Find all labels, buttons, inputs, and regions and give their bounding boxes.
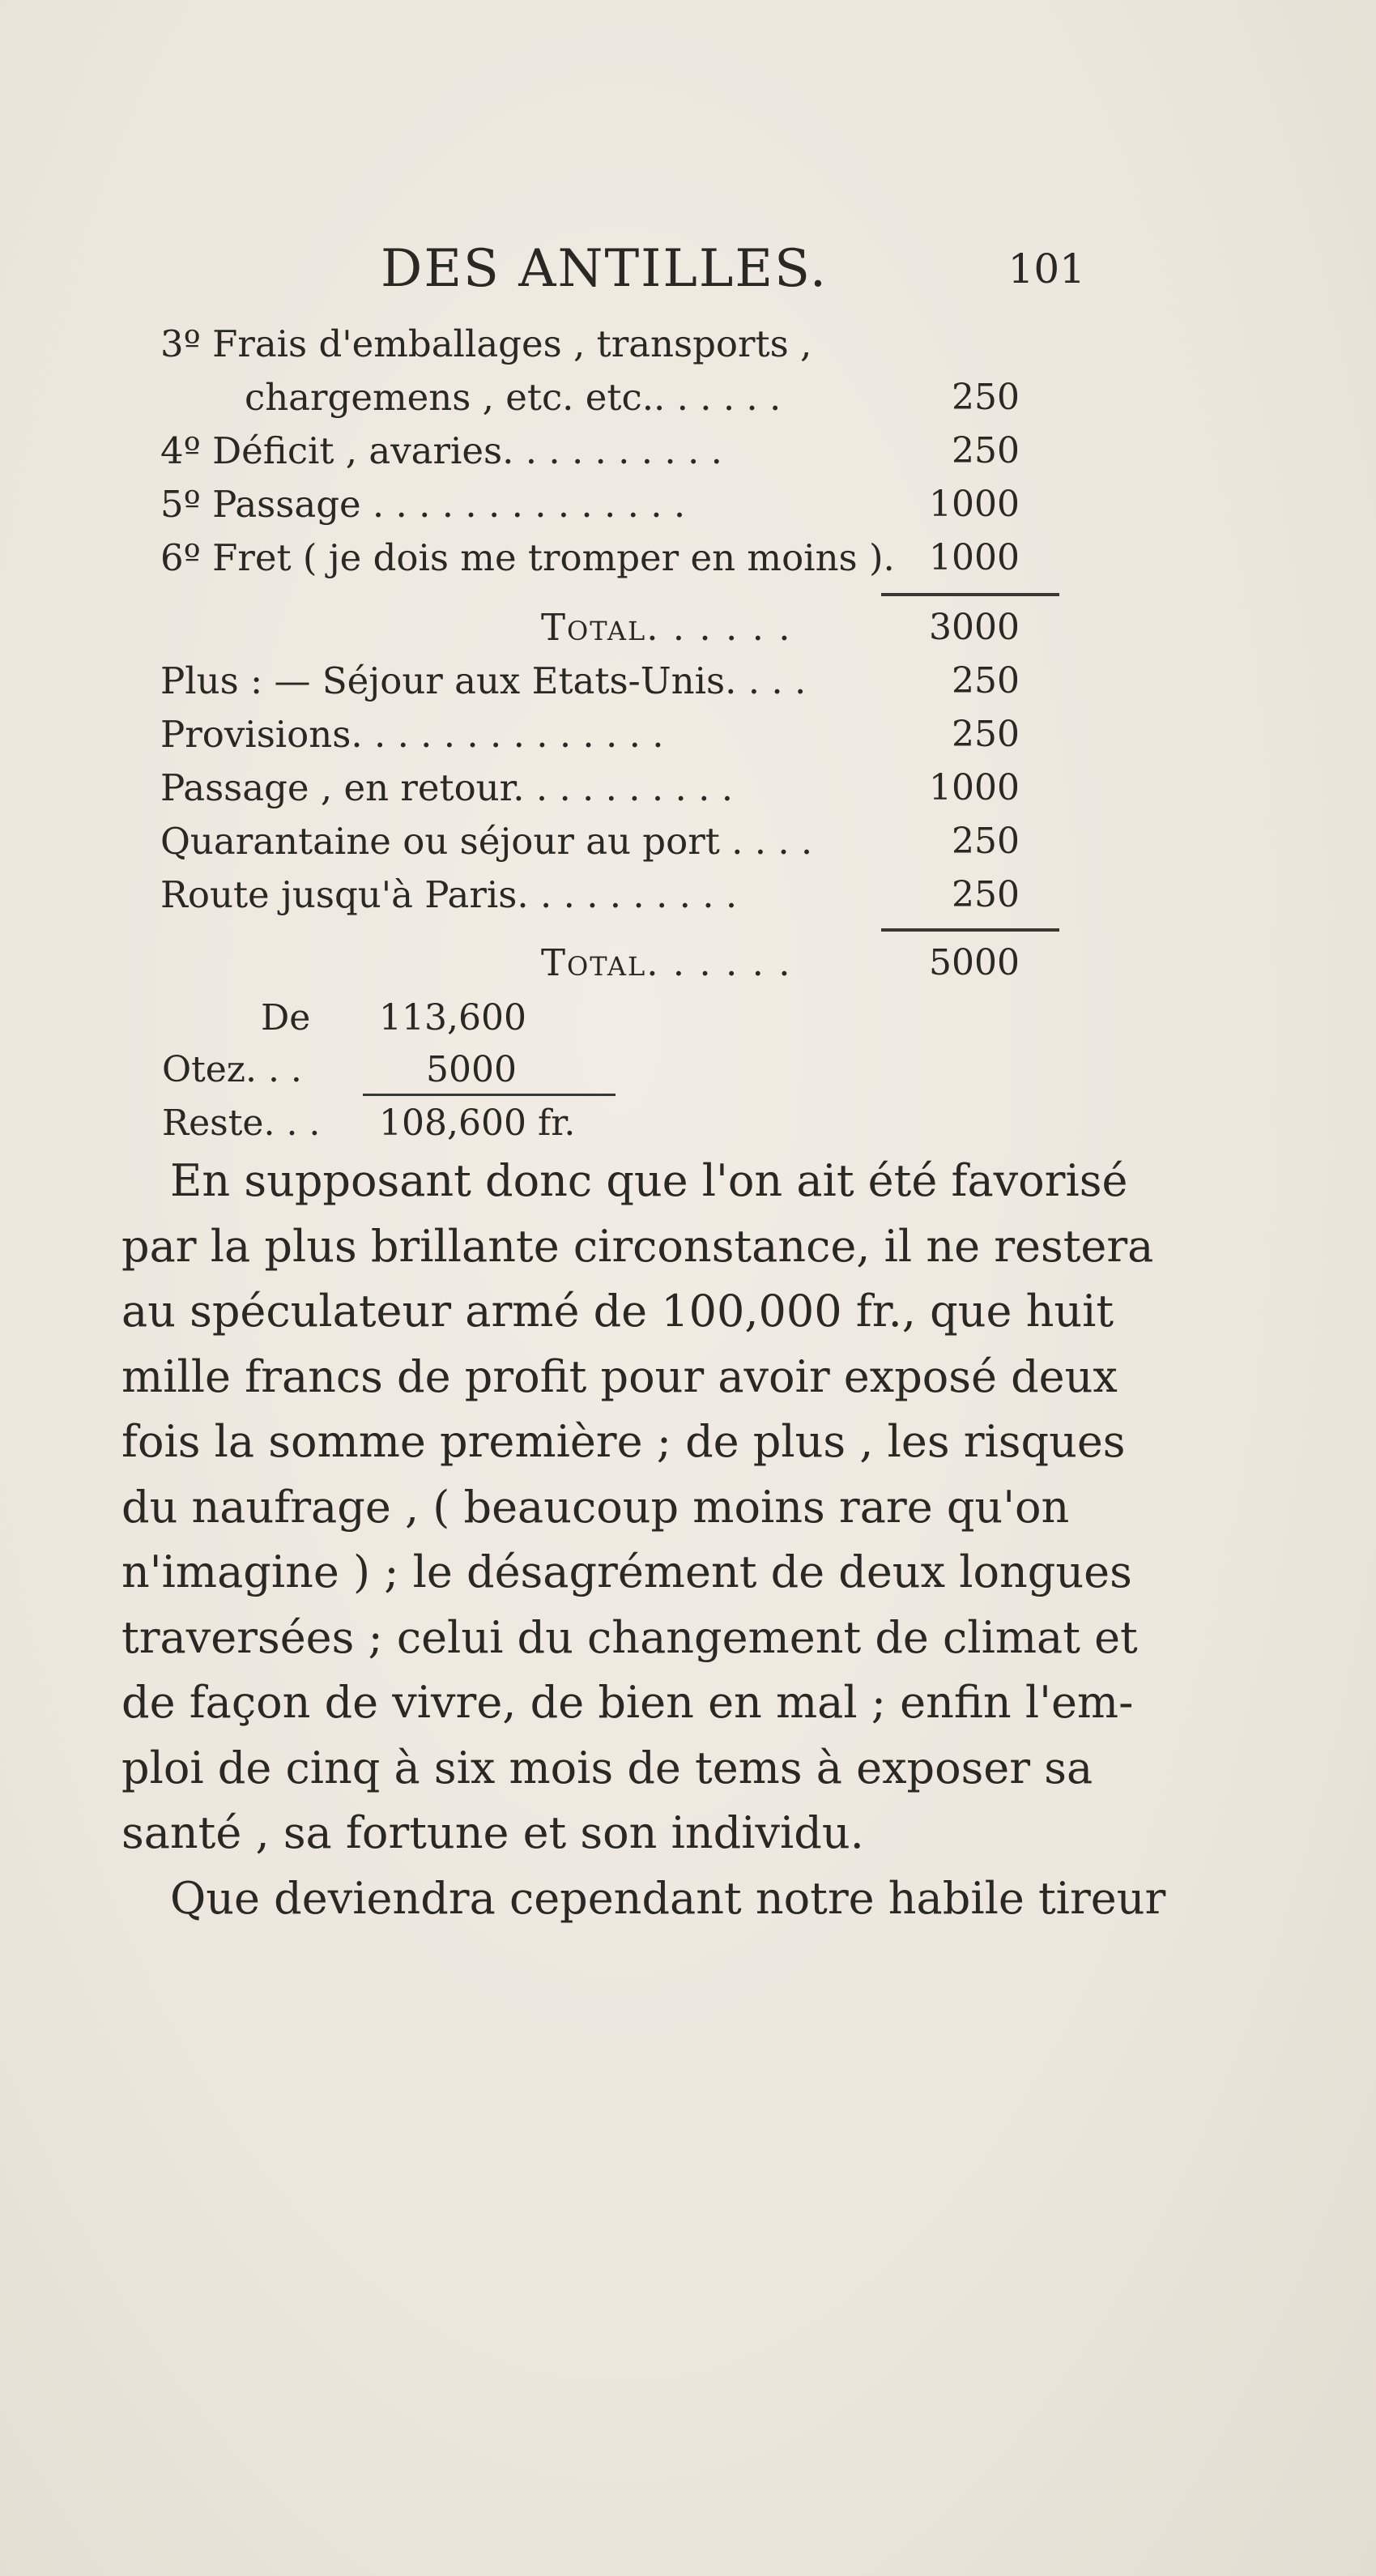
expense-amount: 250 [952,660,1020,702]
subtraction-from-row [162,993,648,1043]
expense-row [0,815,1376,868]
expense-amount: 250 [952,714,1020,755]
paragraph-line: mille francs de profit pour avoir exposé deux [121,1350,1118,1402]
total-label: Total. . . . . . [541,941,792,984]
running-head-title: DES ANTILLES. [381,239,829,299]
expense-label: Quarantaine ou séjour au port . . . . [160,820,813,863]
rest-value: 108,600 fr. [379,1102,576,1144]
rest-label: Reste. . . [162,1102,321,1144]
expense-label: 4º Déficit , avaries. . . . . . . . . . [160,429,722,472]
paragraph-line: de façon de vivre, de bien en mal ; enfin l'em- [121,1677,1134,1728]
expense-label: Provisions. . . . . . . . . . . . . . [160,713,664,756]
expense-amount: 250 [952,874,1020,915]
expense-amount: 250 [952,377,1020,418]
paragraph-line: santé , sa fortune et son individu. [121,1807,864,1858]
total-rule [881,593,1059,596]
from-label: De [261,997,311,1039]
running-head [381,237,1085,301]
expense-label: Plus : — Séjour aux Etats-Unis. . . . [160,659,807,702]
paragraph-line: au spéculateur armé de 100,000 fr., que huit [121,1286,1114,1337]
total-rule [881,928,1059,932]
body-text [121,1149,1166,1931]
expense-label: chargemens , etc. etc.. . . . . . [245,376,782,419]
expense-row [0,478,1376,531]
minus-label: Otez. . . [162,1049,302,1090]
paragraph-line: traversées ; celui du changement de climat et [121,1611,1138,1663]
expense-amount: 1000 [929,767,1020,808]
subtraction-rest-row [162,1098,648,1149]
expense-label: 6º Fret ( je dois me tromper en moins ). [160,536,895,579]
paragraph-line: fois la somme première ; de plus , les risques [121,1416,1126,1467]
expense-amount: 1000 [929,537,1020,578]
expense-row [0,655,1376,708]
expense-label: 3º Frais d'emballages , transports , [160,322,812,365]
expense-row [0,371,1376,424]
total-label: Total. . . . . . [541,606,792,649]
expense-row [0,318,1376,371]
total-row [0,601,1376,655]
expense-label: Route jusqu'à Paris. . . . . . . . . . [160,873,738,916]
expense-row [0,424,1376,478]
minus-value: 5000 [426,1049,517,1090]
subtraction-rule [363,1094,616,1096]
expense-row [0,868,1376,922]
from-value: 113,600 [379,997,526,1039]
expense-row [0,761,1376,815]
paragraph-line: En supposant donc que l'on ait été favorisé [170,1155,1128,1206]
total-row [0,936,1376,990]
paragraph-line: n'imagine ) ; le désagrément de deux longues [121,1546,1132,1597]
page-number: 101 [1008,245,1085,292]
total-amount: 5000 [929,942,1020,983]
expense-amount: 1000 [929,484,1020,525]
expense-amount: 250 [952,430,1020,471]
paragraph-line: par la plus brillante circonstance, il ne restera [121,1220,1154,1272]
expense-label: Passage , en retour. . . . . . . . . . [160,766,734,809]
expense-label: 5º Passage . . . . . . . . . . . . . . [160,483,686,526]
paragraph-line: du naufrage , ( beaucoup moins rare qu'on [121,1481,1070,1533]
total-amount: 3000 [929,607,1020,648]
paragraph-line: ploi de cinq à six mois de tems à exposer sa [121,1742,1093,1793]
paragraph-line: Que deviendra cependant notre habile tireur [170,1872,1166,1924]
expense-row [0,708,1376,761]
expense-amount: 250 [952,821,1020,862]
expense-row [0,531,1376,585]
subtraction-minus-row [162,1045,648,1095]
